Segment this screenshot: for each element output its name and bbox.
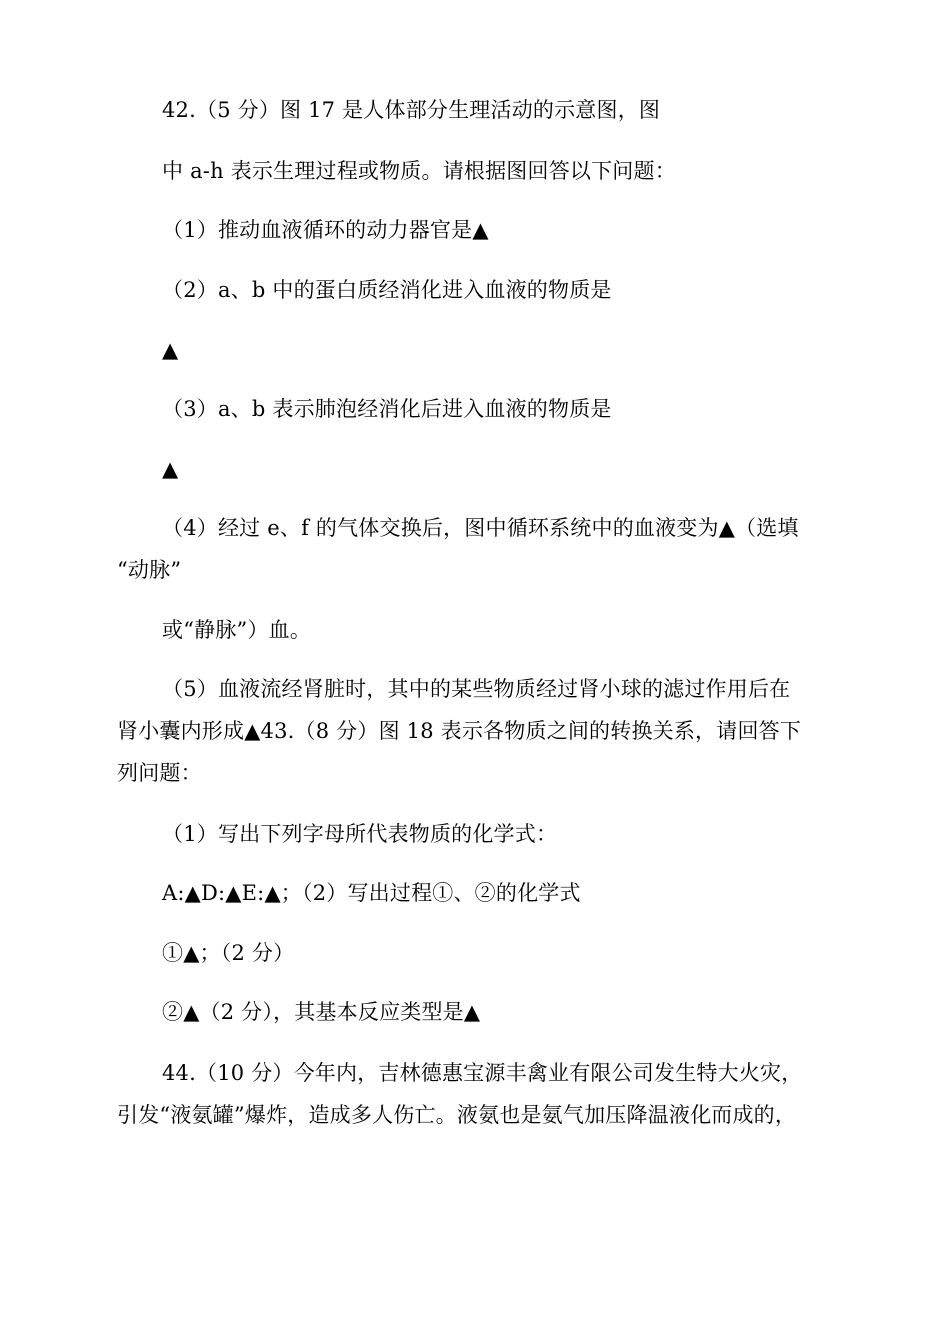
q42-sub2-answer-mark: ▲ [162, 338, 179, 362]
q42-sub3-answer-mark: ▲ [162, 457, 179, 481]
q43-sub1-answers-sub2: A:▲D:▲E:▲；（2）写出过程①、②的化学式 [162, 881, 581, 905]
q43-sub2-step2: ②▲（2 分），其基本反应类型是▲ [162, 1000, 481, 1024]
q43-intro-cont: 列问题： [117, 761, 202, 785]
q42-sub2: （2）a、b 中的蛋白质经消化进入血液的物质是 [162, 278, 612, 302]
q43-sub2-step1: ①▲；（2 分） [162, 941, 295, 965]
q42-sub3: （3）a、b 表示肺泡经消化后进入血液的物质是 [162, 397, 612, 421]
q42-intro-line-1: 42.（5 分）图 17 是人体部分生理活动的示意图，图 [162, 98, 661, 122]
q42-sub4-cont-1: “动脉” [117, 558, 182, 582]
q44-intro-line-1: 44.（10 分）今年内，吉林德惠宝源丰禽业有限公司发生特大火灾， [162, 1061, 803, 1085]
q42-sub5-cont-q43-intro: 肾小囊内形成▲43.（8 分）图 18 表示各物质之间的转换关系，请回答下 [117, 719, 802, 743]
q43-sub1: （1）写出下列字母所代表物质的化学式： [162, 822, 558, 846]
q42-sub1: （1）推动血液循环的动力器官是▲ [162, 218, 489, 242]
q44-intro-line-2: 引发“液氨罐”爆炸，造成多人伤亡。液氨也是氨气加压降温液化而成的， [117, 1103, 797, 1127]
q42-sub4-cont-2: 或“静脉”）血。 [162, 618, 312, 642]
q42-sub4: （4）经过 e、f 的气体交换后，图中循环系统中的血液变为▲（选填 [162, 516, 799, 540]
q42-sub5: （5）血液流经肾脏时，其中的某些物质经过肾小球的滤过作用后在 [162, 677, 791, 701]
q42-intro-line-2: 中 a-h 表示生理过程或物质。请根据图回答以下问题： [162, 159, 676, 183]
